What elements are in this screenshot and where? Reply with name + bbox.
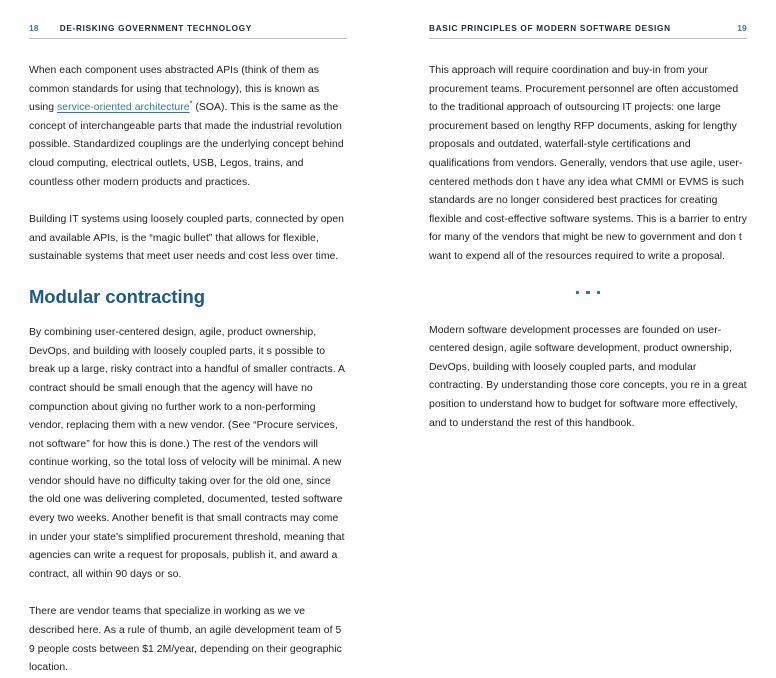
left-column-body [29,44,347,678]
running-head-right [429,0,747,44]
page-left [0,0,388,674]
ornament-dot-icon [586,291,589,294]
ornament-dot-icon [597,291,600,294]
running-head-left [29,0,347,44]
right-column-body [429,44,747,433]
section-heading-modular-contracting: Modular contracting [29,285,205,307]
footnote-marker: * [189,98,193,108]
page-number-left: 18 [29,24,39,33]
page-number-right: 19 [737,24,747,33]
paragraph-abstracted-apis [29,62,347,192]
page-right [388,0,776,600]
running-head-title-right: BASIC PRINCIPLES OF MODERN SOFTWARE DESIGN [429,24,671,33]
running-head-title-left: DE-RISKING GOVERNMENT TECHNOLOGY [59,24,252,33]
paragraph-vendor-teams: There are vendor teams that specialize in working as we ve described here. As a rule of thumb, an agile development team of 5 9 people costs between $1 2M/year, depending on their geographic location. [29,606,342,674]
ornament-dot-icon [576,291,579,294]
paragraph-magic-bullet: Building IT systems using loosely coupled parts, connected by open and available APIs, is the “magic bullet” that allows for flexible, sustainable systems that meet user needs and cost less over time. [29,214,345,263]
paragraph-modular-contracting-body: By combining user-centered design, agile, product ownership, DevOps, and building with loosely coupled parts, it s possible to break up a large, risky contract into a handful of smaller contracts. A contract should be small enough that the agency will have no compunction about giving no further work to a non-performing vendor, replacing them with a new vendor. (See “Procure services, not software” for how this is done.) The rest of the vendors will continue working, so the total loss of velocity will be minimal. A new vendor should have no difficulty taking over for the old one, since the old one was delivering completed, documented, tested software every two weeks. Another benefit is that small contracts may come in under your state's simplified procurement threshold, meaning that agencies can write a request for proposals, publish it, and award a contract, all within 90 days or so. [29,327,345,580]
service-oriented-architecture-link[interactable]: service-oriented architecture [57,102,190,114]
paragraph-modern-software-summary: Modern software development processes are founded on user-centered design, agile software development, product ownership, DevOps, building with loosely coupled parts, and modular contracting. By understanding those core concepts, you re in a great position to understand how to budget for software more effectively, and to understand the rest of this handbook. [429,324,747,429]
section-break-ornament [429,286,747,300]
paragraph-procurement-teams: This approach will require coordination and buy-in from your procurement teams. Procurement personnel are often accustomed to the traditional approach of outsourcing IT projects: one large procurement based on lengthy RFP documents, asking for lengthy proposals and outdated, waterfall-style certifications and qualifications from vendors. Generally, vendors that use agile, user-centered methods don t have any idea what CMMI or EVMS is such standards are no longer considered best practices for creating flexible and cost-effective software systems. This is a barrier to entry for many of the vendors that might be new to government and don t want to expend all of the resources required to write a proposal. [429,65,747,262]
paragraph-text-tail: (SOA). This is the same as the concept of interchangeable parts that made the industrial revolution possible. Standardized couplings are the underlying concept behind cloud computing, electrical outlets, USB, Legos, trains, and countless other modern products and practices. [29,102,344,188]
paragraph-text-lead: When each component uses abstracted APIs (think of them as common standards for using that technology), this is known as using [29,65,320,114]
